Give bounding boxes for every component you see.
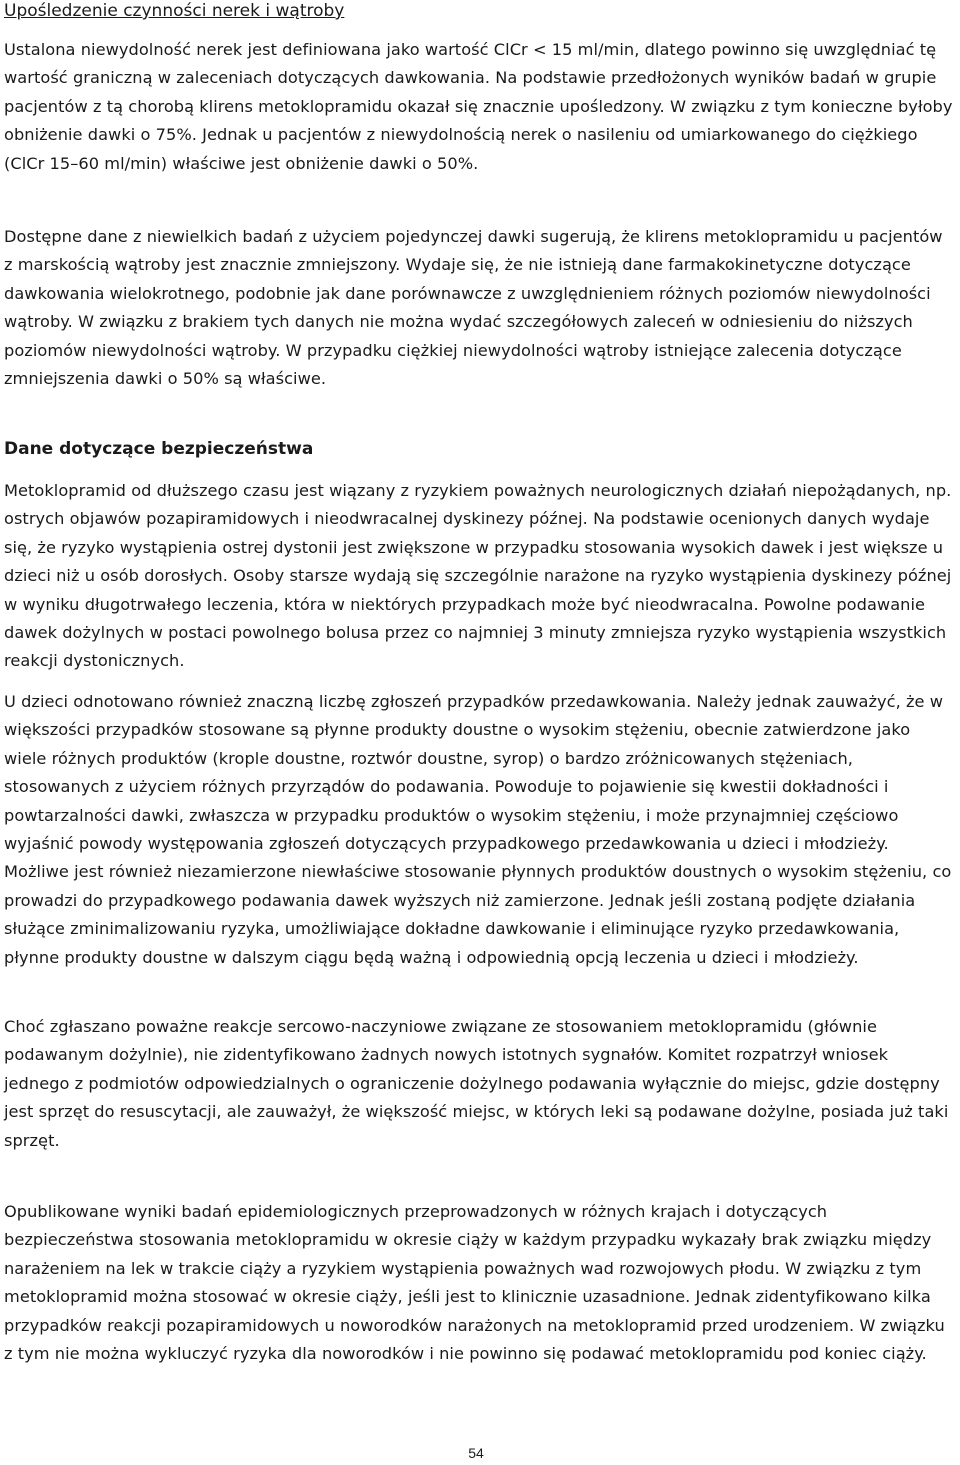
paragraph-cardiovascular: Choć zgłaszano poważne reakcje sercowo-naczyniowe związane ze stosowaniem metoklopramidu (głównie podawanym dożylnie), nie zidentyfikowano żadnych nowych istotnych sygnałów. Komitet rozpatrzył wniosek jednego z podmiotów odpowiedzialnych o ograniczenie dożylnego podawania wyłącznie do miejsc, gdzie dostępny jest sprzęt do resuscytacji, ale zauważył, że większość miejsc, w których leki są podawane dożylne, posiada już taki sprzęt. xyxy=(4,1017,949,1150)
paragraph-pregnancy: Opublikowane wyniki badań epidemiologicznych przeprowadzonych w różnych krajach i dotyczących bezpieczeństwa stosowania metoklopramidu w okresie ciąży w każdym przypadku wykazały brak związku między narażeniem na lek w trakcie ciąży a ryzykiem wystąpienia poważnych wad rozwojowych płodu. W związku z tym metoklopramid można stosować w okresie ciąży, jeśli jest to klinicznie uzasadnione. Jednak zidentyfikowano kilka przypadków reakcji pozapiramidowych u noworodków narażonych na metoklopramid przed urodzeniem. W związku z tym nie można wykluczyć ryzyka dla noworodków i nie powinno się podawać metoklopramidu pod koniec ciąży. xyxy=(4,1202,945,1364)
document-page xyxy=(4,0,956,1364)
section-title: Upośledzenie czynności nerek i wątroby xyxy=(4,1,345,21)
paragraph-kidney-impairment: Ustalona niewydolność nerek jest definiowana jako wartość ClCr < 15 ml/min, dlatego powinno się uwzględniać tę wartość graniczną w zaleceniach dotyczących dawkowania. Na podstawie przedłożonych wyników badań w grupie pacjentów z tą chorobą klirens metoklopramidu okazał się znacznie upośledzony. W związku z tym konieczne byłoby obniżenie dawki o 75%. Jednak u pacjentów z niewydolnością nerek o nasileniu od umiarkowanego do ciężkiego (ClCr 15–60 ml/min) właściwe jest obniżenie dawki o 50%. xyxy=(4,40,953,173)
page-number: 54 xyxy=(468,1445,484,1461)
paragraph-overdose: U dzieci odnotowano również znaczną liczbę zgłoszeń przypadków przedawkowania. Należy jednak zauważyć, że w większości przypadków stosowane są płynne produkty doustne o wysokim stężeniu, obecnie zatwierdzone jako wiele różnych produktów (krople doustne, roztwór doustne, syrop) o bardzo zróżnicowanych stężeniach, stosowanych z użyciem różnych przyrządów do podawania. Powoduje to pojawienie się kwestii dokładności i powtarzalności dawki, zwłaszcza w przypadku produktów o wysokim stężeniu, i może przynajmniej częściowo wyjaśnić powody występowania zgłoszeń dotyczących przypadkowego przedawkowania u dzieci i młodzieży. Możliwe jest również niezamierzone niewłaściwe stosowanie płynnych produktów doustnych o wysokim stężeniu, co prowadzi do przypadkowego podawania dawek wyższych niż zamierzone. Jednak jeśli zostaną podjęte działania służące zminimalizowaniu ryzyka, umożliwiające dokładne dawkowanie i eliminujące ryzyko przedawkowania, płynne produkty doustne w dalszym ciągu będą ważną i odpowiednią opcją leczenia u dzieci i młodzieży. xyxy=(4,692,952,967)
paragraph-neurological-safety: Metoklopramid od dłuższego czasu jest wiązany z ryzykiem poważnych neurologicznych działań niepożądanych, np. ostrych objawów pozapiramidowych i nieodwracalnej dyskinezy późnej. Na podstawie ocenionych danych wydaje się, że ryzyko wystąpienia ostrej dystonii jest zwiększone w przypadku stosowania wysokich dawek i jest większe u dzieci niż u osób dorosłych. Osoby starsze wydają się szczególnie narażone na ryzyko wystąpienia dyskinezy późnej w wyniku długotrwałego leczenia, która w niektórych przypadkach może być nieodwracalna. Powolne podawanie dawek dożylnych w postaci powolnego bolusa przez co najmniej 3 minuty zmniejsza ryzyko wystąpienia wszystkich reakcji dystonicznych. xyxy=(4,481,952,671)
paragraph-liver-impairment: Dostępne dane z niewielkich badań z użyciem pojedynczej dawki sugerują, że klirens metoklopramidu u pacjentów z marskością wątroby jest znacznie zmniejszony. Wydaje się, że nie istnieją dane farmakokinetyczne dotyczące dawkowania wielokrotnego, podobnie jak dane porównawcze z uwzględnieniem różnych poziomów niewydolności wątroby. W związku z brakiem tych danych nie można wydać szczegółowych zaleceń w odniesieniu do niższych poziomów niewydolności wątroby. W przypadku ciężkiej niewydolności wątroby istniejące zalecenia dotyczące zmniejszenia dawki o 50% są właściwe. xyxy=(4,227,943,389)
safety-heading: Dane dotyczące bezpieczeństwa xyxy=(4,439,314,459)
